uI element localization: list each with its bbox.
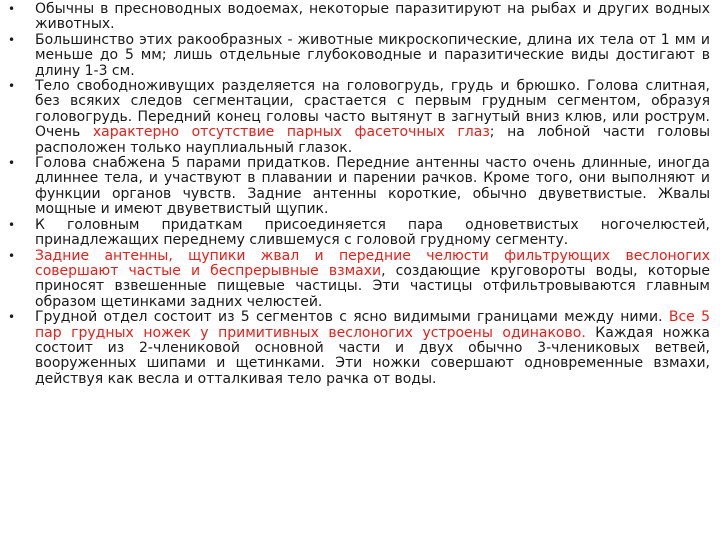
bullet-text: Голова снабжена 5 парами придатков. Передние антенны часто очень длинные, иногда длиннее тела, и участвуют в плавании и парении рачков. Кроме того, они выполняют и функции органов чувств. Задние антенны короткие, обычно двуветвистые. Жвалы мощные и имеют двуветвистый щупик.	[35, 155, 710, 218]
bullet-list	[8, 2, 710, 387]
bullet-item-2	[8, 33, 710, 79]
bullet-item-3	[8, 79, 710, 156]
bullet-text: Грудной отдел состоит из 5 сегментов с ясно видимыми границами между ними.	[35, 309, 669, 326]
bullet-item-7	[8, 310, 710, 387]
bullet-text: Каждая ножка состоит из 2-члениковой основной части и двух обычно 3-члениковых ветвей, вооруженных шипами и щетинками. Эти ножки совершают одновременные взмахи, действуя как весла и отталкивая тело рачка от воды.	[35, 324, 711, 387]
bullet-icon: •	[8, 156, 16, 171]
bullet-text: , создающие круговороты воды, которые приносят взвешенные пищевые частицы. Эти частицы отфильтровываются главным образом щетинками задних челюстей.	[35, 262, 710, 310]
bullet-text: ; на лобной части головы расположен только науплиальный глазок.	[35, 124, 711, 156]
bullet-item-4	[8, 156, 710, 218]
bullet-icon: •	[8, 248, 16, 263]
bullet-text: Тело свободноживущих разделяется на головогрудь, грудь и брюшко. Голова слитная, без всяких следов сегментации, срастается с первым грудным сегментом, образуя головогрудь. Передний конец головы часто вытянут в загнутый вниз клюв, или рострум. Очень	[35, 78, 710, 141]
bullet-icon: •	[8, 79, 16, 94]
bullet-text: Большинство этих ракообразных - животные микроскопические, длина их тела от 1 мм и меньше до 5 мм; лишь отдельные глубоководные и паразитические виды достигают в длину 1-3 см.	[35, 31, 710, 79]
highlighted-text: характерно отсутствие парных фасеточных глаз	[92, 124, 490, 141]
bullet-text: Обычны в пресноводных водоемах, некоторые паразитируют на рыбах и других водных животных.	[35, 1, 710, 33]
bullet-icon: •	[8, 310, 16, 325]
highlighted-text: Все 5 пар грудных ножек у примитивных веслоногих устроены одинаково.	[35, 309, 710, 341]
bullet-text: К головным придаткам присоединяется пара одноветвистых ногочелюстей, принадлежащих переднему слившемуся с головой грудному сегменту.	[35, 216, 710, 249]
bullet-item-1	[8, 2, 710, 33]
highlighted-text: Задние антенны, щупики жвал и передние челюсти фильтрующих веслоногих совершают частые и беспрерывные взмахи	[35, 247, 710, 279]
bullet-icon: •	[8, 217, 16, 232]
bullet-icon: •	[8, 32, 16, 47]
bullet-icon: •	[8, 2, 16, 16]
bullet-item-5	[8, 218, 710, 249]
bullet-item-6	[8, 249, 710, 311]
